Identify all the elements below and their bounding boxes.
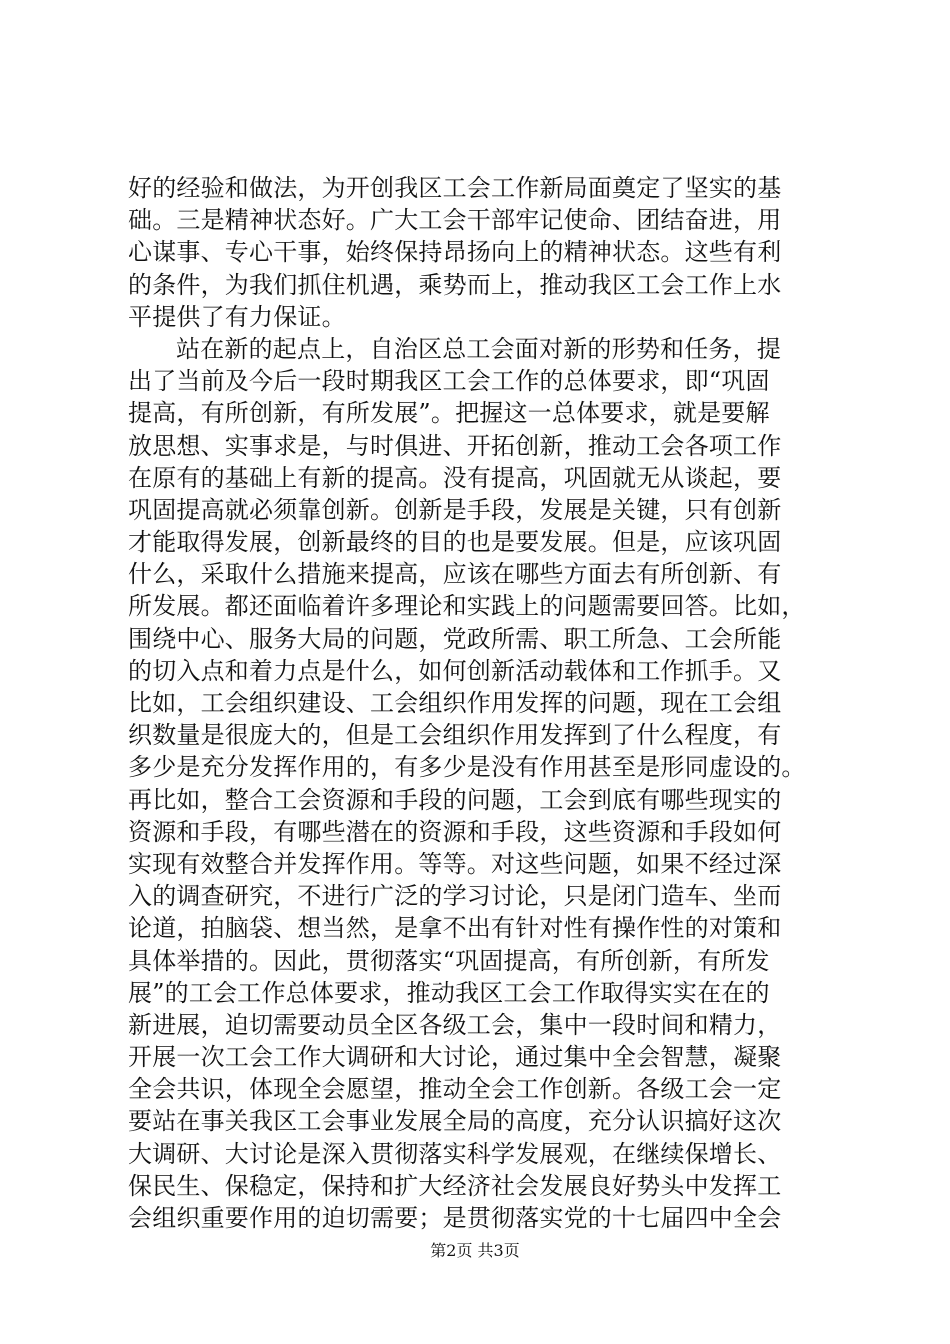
text-line: 要站在事关我区工会事业发展全局的高度，充分认识搞好这次	[128, 1107, 782, 1136]
page-number-footer: 第2页 共3页	[430, 1241, 520, 1260]
text-line: 实现有效整合并发挥作用。等等。对这些问题，如果不经过深	[128, 849, 782, 878]
text-line: 所发展。都还面临着许多理论和实践上的问题需要回答。比如，	[128, 592, 806, 621]
text-line: 的条件，为我们抓住机遇，乘势而上，推动我区工会工作上水	[128, 270, 782, 299]
text-line: 心谋事、专心干事，始终保持昂扬向上的精神状态。这些有利	[128, 238, 782, 267]
text-line: 础。三是精神状态好。广大工会干部牢记使命、团结奋进，用	[128, 206, 782, 235]
text-line: 大调研、大讨论是深入贯彻落实科学发展观，在继续保增长、	[128, 1139, 782, 1168]
text-line: 什么，采取什么措施来提高，应该在哪些方面去有所创新、有	[128, 560, 782, 589]
text-line: 新进展，迫切需要动员全区各级工会，集中一段时间和精力，	[128, 1010, 782, 1039]
text-line: 的切入点和着力点是什么，如何创新活动载体和工作抓手。又	[128, 656, 782, 685]
text-line: 织数量是很庞大的，但是工会组织作用发挥到了什么程度，有	[128, 721, 782, 750]
text-line: 在原有的基础上有新的提高。没有提高，巩固就无从谈起，要	[128, 463, 782, 492]
body-text	[128, 172, 840, 1234]
text-line: 巩固提高就必须靠创新。创新是手段，发展是关键，只有创新	[128, 495, 782, 524]
text-line: 比如，工会组织建设、工会组织作用发挥的问题，现在工会组	[128, 689, 782, 717]
text-line: 出了当前及今后一段时期我区工会工作的总体要求，即“巩固	[128, 367, 770, 396]
text-line: 再比如，整合工会资源和手段的问题，工会到底有哪些现实的	[128, 785, 782, 814]
text-line: 放思想、实事求是，与时俱进、开拓创新，推动工会各项工作	[128, 431, 782, 460]
text-line: 才能取得发展，创新最终的目的也是要发展。但是，应该巩固	[128, 528, 782, 557]
text-line: 全会共识，体现全会愿望，推动全会工作创新。各级工会一定	[128, 1075, 782, 1104]
text-line: 具体举措的。因此，贯彻落实“巩固提高，有所创新，有所发	[128, 946, 770, 975]
paragraph-first-line: 站在新的起点上，自治区总工会面对新的形势和任务，提	[176, 334, 781, 363]
text-line: 会组织重要作用的迫切需要；是贯彻落实党的十七届四中全会	[128, 1204, 782, 1232]
text-line: 资源和手段，有哪些潜在的资源和手段，这些资源和手段如何	[128, 817, 782, 846]
text-line: 论道，拍脑袋、想当然，是拿不出有针对性有操作性的对策和	[128, 914, 782, 943]
text-line: 好的经验和做法，为开创我区工会工作新局面奠定了坚实的基	[128, 174, 782, 202]
text-line: 围绕中心、服务大局的问题，党政所需、职工所急、工会所能	[128, 624, 782, 653]
text-line: 平提供了有力保证。	[128, 302, 346, 331]
text-line: 开展一次工会工作大调研和大讨论，通过集中全会智慧，凝聚	[128, 1043, 782, 1072]
text-line: 保民生、保稳定，保持和扩大经济社会发展良好势头中发挥工	[128, 1171, 782, 1200]
text-line: 入的调查研究，不进行广泛的学习讨论，只是闭门造车、坐而	[128, 882, 782, 911]
text-line: 展”的工会工作总体要求，推动我区工会工作取得实实在在的	[128, 978, 770, 1007]
text-line: 提高，有所创新，有所发展”。把握这一总体要求，就是要解	[128, 399, 770, 428]
text-line: 多少是充分发挥作用的，有多少是没有作用甚至是形同虚设的。	[128, 753, 806, 782]
